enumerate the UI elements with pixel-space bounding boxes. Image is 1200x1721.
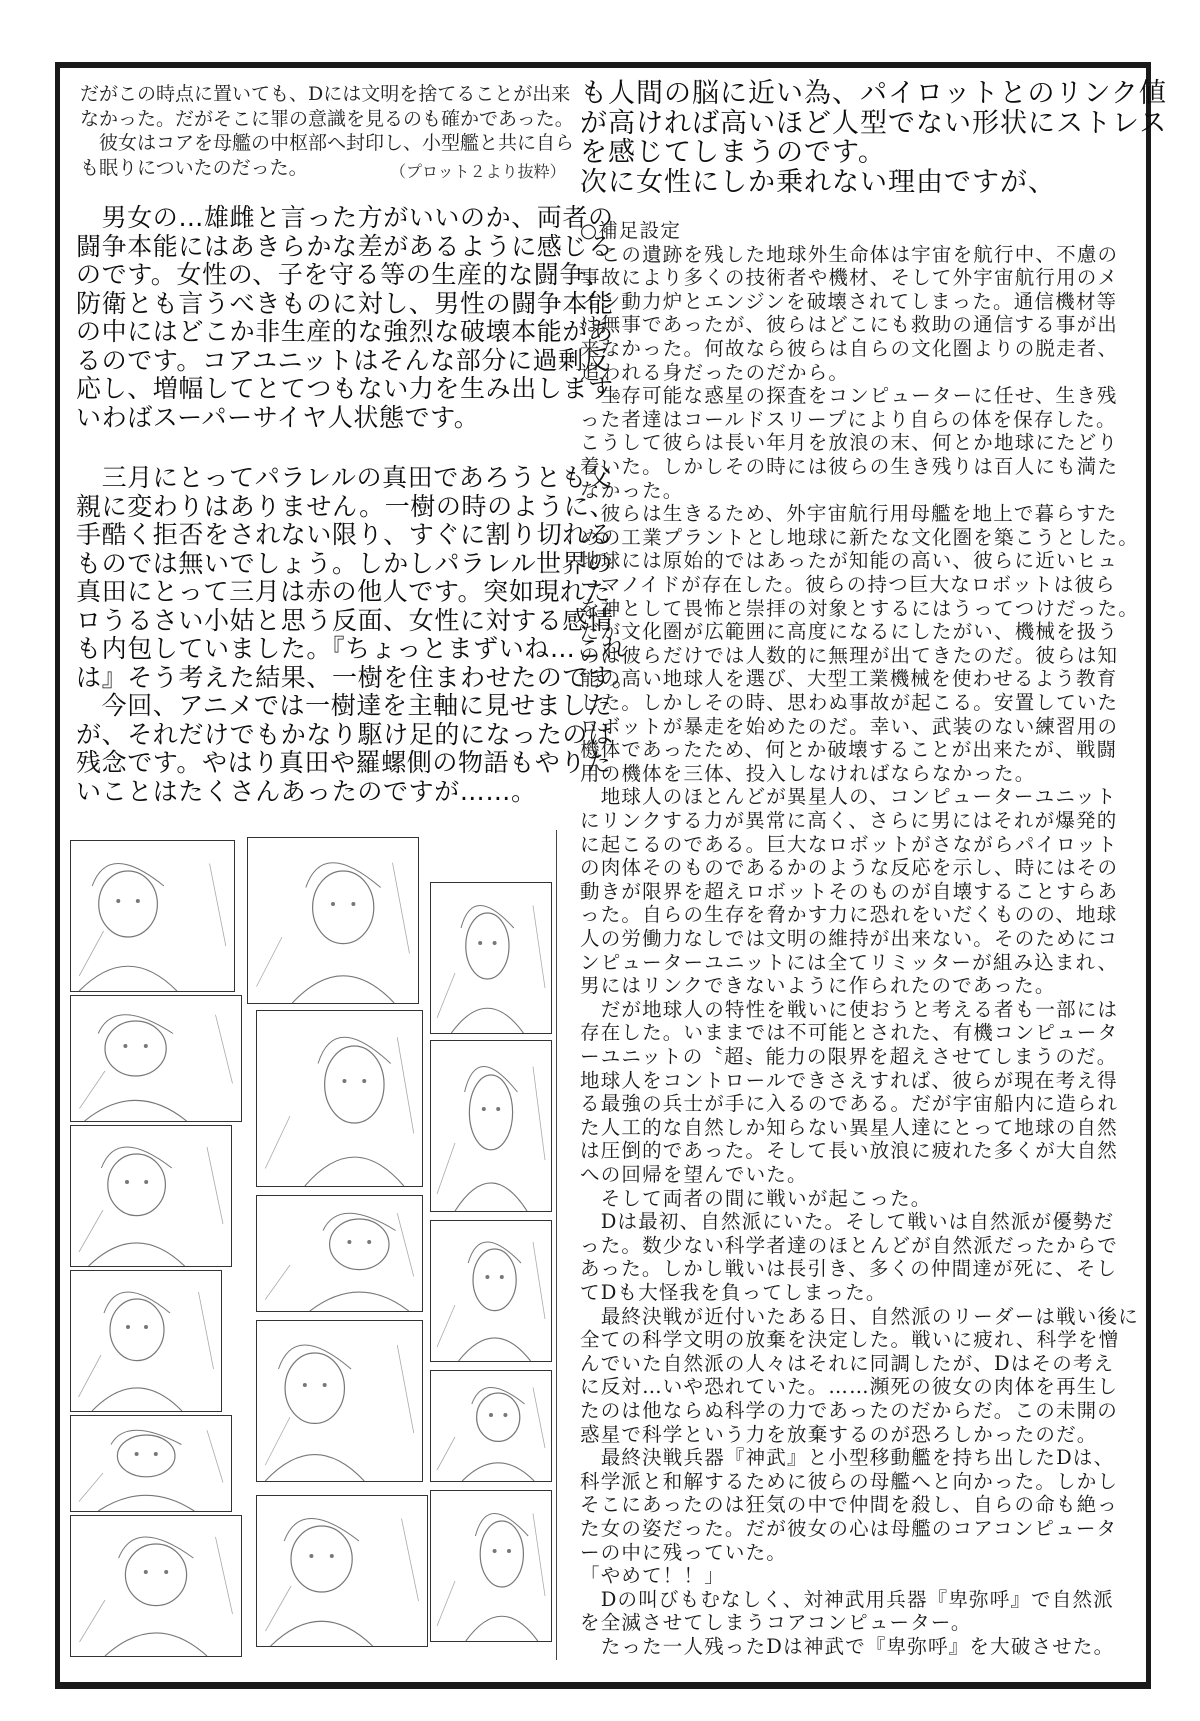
sketch-panel [70,1270,222,1412]
sketch-panel [256,1495,428,1647]
setting-line: った者達はコールドスリープにより自らの体を保存した。 [580,407,1117,431]
sketch-panel [430,882,552,1034]
body-line: 応し、増幅してとてつもない力を生み出します。 [76,374,638,403]
setting-line: ーユニットの〝超〟能力の限界を超えさせてしまうのだ。 [580,1045,1118,1068]
sketch-panel [70,995,242,1122]
setting-line: 地球人をコントロールできさえすれば、彼らが現在考え得 [580,1068,1118,1092]
setting-line: てDも大怪我を負ってしまった。 [580,1281,887,1304]
setting-line: った。数少ない科学者達のほとんどが自然派だったからで [580,1233,1119,1257]
setting-line: 事故により多くの技術者や機材、そして外宇宙航行用のメ [580,266,1119,290]
pencil-sketch-icon [71,841,234,991]
sketch-panel [70,1415,232,1512]
body-line: るのです。コアユニットはそんな部分に過剰反 [76,345,610,375]
body-line: 残念です。やはり真田や羅螺側の物語もやりた [76,748,612,777]
setting-line: 科学派と和解するために彼らの母艦へと向かった。しかし [580,1469,1119,1493]
setting-line: んでいた自然派の人々はそれに同調したが、Dはその考え [580,1351,1115,1375]
body-line: ものでは無いでしょう。しかしパラレル世界の [76,548,613,578]
setting-line: 追われる身だったのだから。 [580,360,850,384]
setting-line: この遺跡を残した地球外生命体は宇宙を航行中、不慮の [580,242,1119,266]
setting-line: 存在した。いままでは不可能とされた、有機コンピュータ [580,1021,1119,1045]
pencil-sketch-icon [431,1491,551,1641]
excerpt-line: 彼女はコアを母艦の中枢部へ封印し、小型艦と共に自ら [80,132,575,154]
sketch-panel [247,837,419,1004]
setting-line: 人の労働力なしでは文明の維持が出来ない。そのためにコ [580,927,1119,950]
setting-line: あった。しかし戦いは長引き、多くの仲間達が死に、そし [580,1257,1118,1281]
setting-line: た人工的な自然しか知らない異星人達にとって地球の自然 [580,1115,1118,1139]
setting-line: 生存可能な惑星の探査をコンピューターに任せ、生き残 [580,384,1118,408]
body-line: 真田にとって三月は赤の他人です。突如現れた [76,577,612,606]
setting-line: ○補足設定 [580,219,682,242]
setting-line: ロボットが暴走を始めたのだ。幸い、武装のない練習用の [580,714,1119,738]
pencil-sketch-icon [431,1221,551,1361]
setting-line: だが文化圏が広範囲に高度になるにしたがい、機械を扱う [580,620,1119,644]
setting-line: イン動力炉とエンジンを破壊されてしまった。通信機材等 [580,289,1118,313]
excerpt-line: だがこの時点に置いても、Dには文明を捨てることが出来 [80,83,571,105]
setting-line: た女の姿だった。だが彼女の心は母艦のコアコンピュータ [580,1517,1118,1540]
setting-line: 彼らは生きるため、外宇宙航行用母艦を地上で暮らすた [580,502,1118,526]
sketch-panel [256,1320,423,1482]
body-line: 手酷く拒否をされない限り、すぐに割り切れる [76,520,614,549]
setting-line: 男にはリンクできないように作られたのであった。 [580,974,1056,998]
sketch-panel [430,1370,552,1482]
pencil-sketch-icon [71,996,241,1121]
setting-line: めの工業プラントとし地球に新たな文化圏を築こうとした。 [580,525,1139,549]
intro-line: を感じてしまうのです。 [580,137,886,168]
pencil-sketch-icon [71,1126,231,1266]
pencil-sketch-icon [257,1011,422,1186]
setting-line: こうして彼らは長い年月を放浪の末、何とか地球にたどり [580,431,1119,455]
setting-line: した。しかしその時、思わぬ事故が起こる。安置していた [580,691,1119,714]
pencil-sketch-icon [71,1416,231,1511]
setting-line: ンピューターユニットには全てリミッターが組み込まれ、 [580,950,1119,974]
body-line: ロうるさい小姑と思う反面、女性に対する感情 [76,605,614,635]
body-line: いわばスーパーサイヤ人状態です。 [76,402,480,432]
setting-line: そこにあったのは狂気の中で仲間を殺し、自らの命も絶っ [580,1493,1119,1517]
sketch-panel [430,1490,552,1642]
setting-line: のは彼らだけでは人数的に無理が出てきたのだ。彼らは知 [580,643,1119,667]
body-line: 親に変わりはありません。一樹の時のように、 [76,491,616,521]
body-line: も内包していました。『ちょっとまずいね…これ [76,634,627,663]
setting-line: に反対…いや恐れていた。……瀕死の彼女の肉体を再生し [580,1375,1119,1399]
setting-line: そして両者の間に戦いが起こった。 [580,1186,932,1210]
intro-line: 次に女性にしか乗れない理由ですが、 [580,166,1056,198]
setting-line: の肉体そのものであるかのような反応を示し、時にはその [580,856,1119,880]
pencil-sketch-icon [257,1321,422,1481]
excerpt-line: なかった。だがそこに罪の意識を見るのも確かであった。 [80,107,574,130]
sketch-panel [70,840,235,992]
setting-line: なかった。 [580,478,684,502]
pencil-sketch-icon [257,1496,427,1646]
sketch-panel [256,1010,423,1187]
excerpt-line: も眠りについたのだった。 [80,156,308,179]
setting-line: 最終決戦が近付いたある日、自然派のリーダーは戦い後に [580,1304,1139,1328]
setting-line: ーマノイドが存在した。彼らの持つ巨大なロボットは彼ら [580,573,1116,596]
pencil-sketch-icon [431,883,551,1033]
sketch-panel [256,1195,423,1312]
setting-line: 用の機体を三体、投入しなければならなかった。 [580,761,1036,785]
pencil-sketch-icon [248,838,418,1003]
setting-line: 全ての科学文明の放棄を決定した。戦いに疲れ、科学を憎 [580,1328,1120,1352]
setting-line: 地球人のほとんどが異星人の、コンピューターユニット [580,785,1117,809]
setting-line: 能の高い地球人を選び、大型工業機械を使わせるよう教育 [580,667,1118,691]
setting-line: 地球には原始的ではあったが知能の高い、彼らに近いヒュ [580,549,1119,573]
setting-line: にリンクする力が異常に高く、さらに男にはそれが爆発的 [580,809,1118,832]
pencil-sketch-icon [71,1516,241,1656]
setting-line: Dは最初、自然派にいた。そして戦いは自然派が優勢だ [580,1210,1115,1234]
setting-line: を全滅させてしまうコアコンピューター。 [580,1611,972,1635]
setting-line: 来なかった。何故なら彼らは自らの文化圏よりの脱走者、 [580,337,1119,360]
setting-line: は無事であったが、彼らはどこにも救助の通信する事が出 [580,313,1119,337]
setting-line: 最終決戦兵器『神武』と小型移動艦を持ち出したDは、 [580,1446,1115,1470]
pencil-sketch-icon [431,1041,551,1211]
pencil-sketch-icon [71,1271,221,1411]
sketch-panel [430,1040,552,1212]
pencil-sketch-icon [431,1371,551,1481]
body-line: が、それだけでもかなり駆け足的になったのは [76,719,614,749]
body-line: 闘争本能にはあきらかな差があるように感じる [76,231,614,261]
setting-line: Dの叫びもむなしく、対神武用兵器『卑弥呼』で自然派 [580,1587,1114,1611]
intro-line: が高ければ高いほど人型でない形状にストレス [580,107,1168,139]
body-line: いことはたくさんあったのですが……。 [76,776,537,806]
setting-line: たのは他ならぬ科学の力であったのだからだ。この未開の [580,1399,1119,1422]
sketch-panel [70,1125,232,1267]
body-line: の中にはどこか非生産的な強烈な破壊本能があ [76,317,614,346]
setting-line: たった一人残ったDは神武で『卑弥呼』を大破させた。 [580,1635,1115,1658]
setting-line: だが地球人の特性を戦いに使おうと考える者も一部には [580,997,1119,1021]
setting-line: 惑星で科学という力を放棄するのが恐ろしかったのだ。 [580,1422,1098,1446]
body-line: 防衛とも言うべきものに対し、男性の闘争本能 [76,288,614,318]
body-line: 男女の…雄雌と言った方がいいのか、両者の [76,203,614,232]
body-line: のです。女性の、子を守る等の生産的な闘争、 [76,260,611,289]
setting-line: に起こるのである。巨大なロボットがさながらパイロット [580,832,1118,856]
excerpt-source-note: （プロット２より抜粋） [390,162,566,181]
setting-line: った。自らの生存を脅かす力に恐れをいだくものの、地球 [580,903,1118,927]
storyboard-sketches [66,830,557,1660]
setting-line: を神として畏怖と崇拝の対象とするにはうってつけだった。 [580,596,1139,620]
sketch-panel [430,1220,552,1362]
body-line: 三月にとってパラレルの真田であろうとも父 [76,463,613,492]
setting-line: 着いた。しかしその時には彼らの生き残りは百人にも満た [580,455,1119,478]
intro-line: も人間の脳に近い為、パイロットとのリンク値 [580,78,1167,109]
setting-line: ーの中に残っていた。 [580,1540,788,1564]
body-line: は』そう考えた結果、一樹を住まわせたのです。 [76,662,638,692]
sketch-panel [70,1515,242,1657]
body-line: 今回、アニメでは一樹達を主軸に見せました [76,691,613,720]
pencil-sketch-icon [257,1196,422,1311]
setting-line: る最強の兵士が手に入るのである。だが宇宙船内に造られ [580,1092,1119,1116]
setting-line: 動きが限界を超えロボットそのものが自壊することすらあ [580,879,1119,903]
setting-line: は圧倒的であった。そして長い放浪に疲れた多くが大自然 [580,1139,1119,1163]
setting-line: 「やめて！！」 [580,1564,725,1588]
setting-line: 機体であったため、何とか破壊することが出来たが、戦闘 [580,738,1118,762]
setting-line: への回帰を望んでいた。 [580,1163,808,1186]
